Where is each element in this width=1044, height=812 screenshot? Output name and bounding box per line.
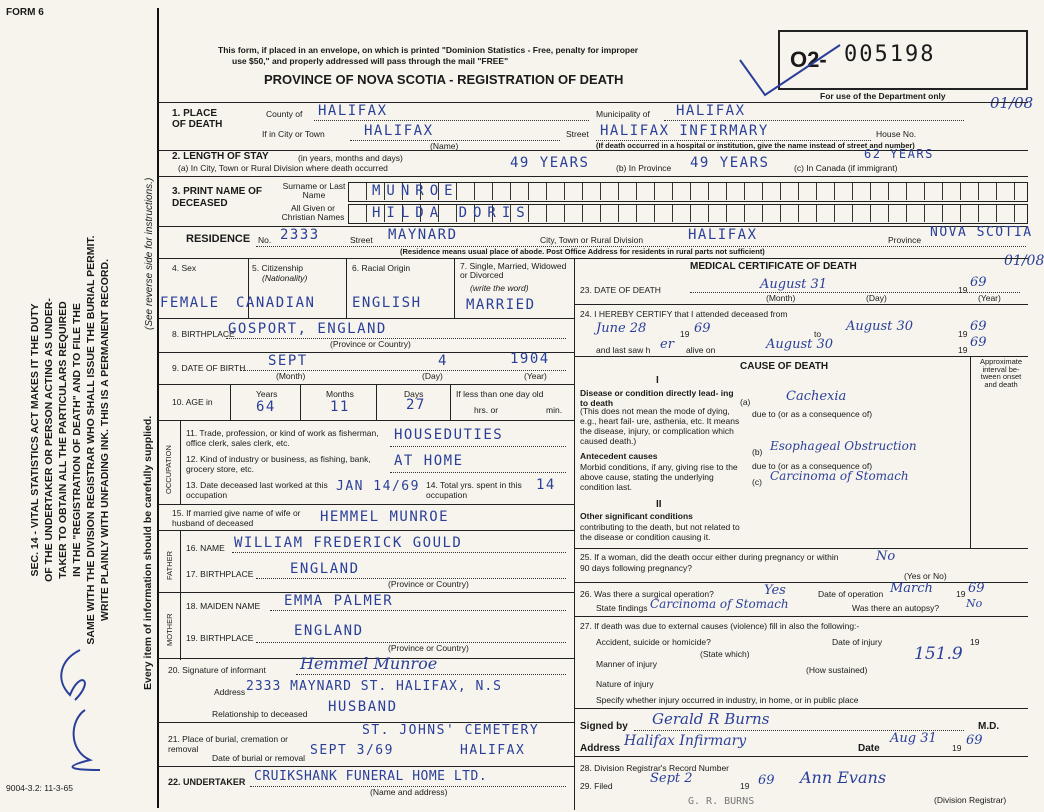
letter-cell (618, 183, 619, 200)
residence-no: 2333 (280, 227, 320, 243)
burial-place: ST. JOHNS' CEMETERY (362, 723, 540, 738)
letter-cell (510, 183, 511, 200)
letter-cell (996, 183, 997, 200)
letter-cell (744, 205, 745, 222)
citizenship-label: 5. Citizenship (252, 263, 304, 273)
dod-year: 69 (970, 275, 987, 290)
citizenship-value: CANADIAN (236, 295, 316, 311)
attended-to: August 30 (846, 319, 914, 334)
signed-year: 69 (966, 733, 983, 748)
years-label: Years (256, 389, 278, 399)
burial-place-label: 21. Place of burial, cremation or removal (168, 734, 289, 754)
other-conditions-note: contributing to the death, but not related to the disease or condition causing it. (580, 522, 740, 542)
father-name: WILLIAM FREDERICK GOULD (234, 535, 463, 551)
letter-cell (834, 205, 835, 222)
length-of-stay-label: 2. LENGTH OF STAY (172, 151, 269, 162)
letter-cell (492, 183, 493, 200)
signed-date: Aug 31 (890, 731, 937, 746)
mother-vertical-label: MOTHER (165, 613, 174, 646)
letter-cell (564, 183, 565, 200)
municipality-value: HALIFAX (676, 103, 746, 119)
alive-label: alive on (686, 345, 716, 355)
dob-year: 1904 (510, 351, 550, 367)
state-note: (State which) (700, 649, 750, 659)
total-yrs-value: 14 (536, 477, 556, 493)
side-notice-line: IN THE "REGISTRATION OF DEATH" AND TO FILE THE (71, 303, 83, 577)
letter-cell (726, 183, 727, 200)
rule (296, 674, 566, 675)
county-label: County of (266, 109, 303, 119)
municipality-label: Municipality of (596, 109, 650, 119)
mail-note-2: use $50," and properly addressed will pass through the mail "FREE" (232, 56, 509, 66)
rule (574, 756, 1028, 757)
injury-date-label: Date of injury (832, 637, 883, 647)
rule (574, 304, 1028, 305)
to-label: to (814, 329, 822, 339)
letter-cell (654, 183, 655, 200)
mother-maiden-label: 18. MAIDEN NAME (186, 601, 261, 611)
letter-cell (600, 183, 601, 200)
mother-maiden: EMMA PALMER (284, 593, 394, 609)
registrar-note: (Division Registrar) (934, 795, 1007, 805)
trade-label: 11. Trade, profession, or kind of work as fisherman, office clerk, sales clerk, etc. (186, 428, 379, 448)
cause-c: Carcinoma of Stomach (770, 469, 909, 483)
industry-value: AT HOME (394, 453, 464, 469)
sex-value: FEMALE (160, 295, 220, 311)
print-code: 9004-3.2: 11-3-65 (6, 783, 73, 793)
form-label: FORM 6 (6, 7, 44, 18)
side-notice-line: OF THE UNDERTAKER OR PERSON ACTING AS UNDER- (43, 298, 55, 582)
letter-cell (924, 183, 925, 200)
burial-date-label: Date of burial or removal (212, 753, 306, 763)
age-days: 27 (406, 397, 426, 413)
rule (158, 530, 574, 531)
letter-cell (924, 205, 925, 222)
letter-cell (672, 183, 673, 200)
industry-injury-label: Specify whether injury occurred in industry, in home, or in public place (596, 695, 859, 705)
dod-century: 19 (958, 285, 968, 295)
letter-cell (636, 205, 637, 222)
rule (158, 176, 1028, 177)
certify-label: 24. I HEREBY CERTIFY that I attended deceased from (580, 309, 788, 319)
letter-cell (600, 205, 601, 222)
signed-by-label: Signed by (580, 721, 628, 732)
physician-signature: Gerald R Burns (652, 710, 770, 728)
letter-cell (366, 205, 367, 222)
letter-cell (870, 183, 871, 200)
alive-on: August 30 (766, 337, 834, 352)
marital-note: (write the word) (470, 283, 529, 293)
days-label: Days (404, 389, 424, 399)
trade-value: HOUSEDUTIES (394, 427, 504, 443)
rule (450, 384, 451, 420)
letter-cell (942, 205, 943, 222)
letter-cell (636, 183, 637, 200)
letter-cell (654, 205, 655, 222)
racial-label: 6. Racial Origin (352, 263, 411, 273)
roman-one: I (656, 375, 659, 386)
relationship-label: Relationship to deceased (212, 709, 308, 719)
letter-cell (528, 183, 529, 200)
surgery-answer: Yes (764, 583, 786, 598)
filed-century: 19 (740, 781, 750, 791)
residence-city: HALIFAX (688, 227, 758, 243)
date-of-death-label: 23. DATE OF DEATH (580, 285, 661, 295)
cause-a: Cachexia (786, 389, 847, 404)
woman-answer: No (876, 549, 896, 564)
burial-city: HALIFAX (460, 743, 526, 758)
rule (346, 258, 347, 318)
antecedent-label: Antecedent causes (580, 451, 658, 461)
last-saw-pronoun: er (660, 337, 674, 352)
house-label: House No. (876, 129, 917, 139)
marital-label: 7. Single, Married, Widowed or Divorced (460, 261, 567, 280)
letter-cell (690, 205, 691, 222)
letter-cell (888, 183, 889, 200)
alive-year: 69 (970, 335, 987, 350)
father-name-label: 16. NAME (186, 543, 225, 553)
rule (574, 708, 1028, 709)
side-notice-line: WRITE PLAINLY WITH UNFADING INK. THIS IS A PERMANENT RECORD. (99, 258, 111, 622)
stay-a-value: 49 YEARS (510, 155, 590, 171)
date-of-death: August 31 (760, 277, 828, 292)
mother-birthplace: ENGLAND (294, 623, 364, 639)
medical-header: MEDICAL CERTIFICATE OF DEATH (690, 261, 857, 272)
cert-number: 005198 (844, 42, 936, 67)
rule (574, 548, 1028, 549)
rule (158, 420, 574, 421)
cause-c-label: (c) (752, 477, 762, 487)
spouse-label: 15. If married give name of wife or husband of deceased (172, 508, 301, 528)
rule (158, 504, 574, 505)
father-vertical-label: FATHER (165, 550, 174, 580)
rule (158, 766, 574, 767)
rule (314, 120, 589, 121)
dept-code: 01/08 (990, 94, 1034, 112)
informant-address: 2333 MAYNARD ST. HALIFAX, N.S (246, 679, 502, 694)
due-to-a: due to (or as a consequence of) (752, 409, 873, 419)
industry-label: 12. Kind of industry or business, as fishing, bank, grocery store, etc. (186, 454, 371, 474)
length-of-stay-sub: (in years, months and days) (298, 153, 403, 163)
city-value: HALIFAX (364, 123, 434, 139)
total-yrs-label: 14. Total yrs. spent in this occupation (426, 480, 522, 500)
letter-cell (870, 205, 871, 222)
operation-century: 19 (956, 589, 966, 599)
cause-b-label: (b) (752, 447, 763, 457)
from-year: 69 (694, 321, 711, 336)
letter-cell (564, 205, 565, 222)
letter-cell (1014, 205, 1015, 222)
rule (158, 258, 1028, 259)
surname-value: MUNROE (372, 183, 459, 199)
operation-date: March (890, 581, 933, 596)
rule (232, 552, 566, 553)
letter-cell (798, 205, 799, 222)
rule (454, 258, 455, 318)
undertaker-label: 22. UNDERTAKER (168, 777, 246, 787)
operation-year: 69 (968, 581, 985, 596)
interval-label: Approximate interval be- tween onset and death (979, 357, 1023, 389)
initials-mark (40, 640, 110, 780)
surname-label: Surname or Last Name (282, 181, 346, 200)
residence-province: NOVA SCOTIA (930, 225, 1033, 240)
relationship-value: HUSBAND (328, 699, 398, 715)
mother-birthplace-label: 19. BIRTHPLACE (186, 633, 254, 643)
rule (158, 318, 574, 319)
accident-label: Accident, suicide or homicide? (596, 637, 711, 647)
stay-c-label: (c) In Canada (if immigrant) (794, 163, 898, 173)
side-notice (28, 190, 112, 690)
filed-year: 69 (758, 773, 775, 788)
signed-date-label: Date (858, 743, 880, 754)
dob-month: SEPT (268, 353, 308, 369)
place-of-death-label: 1. PLACE OF DEATH (172, 108, 223, 130)
letter-cell (816, 183, 817, 200)
day-note: (Day) (422, 371, 443, 381)
undertaker-name: CRUIKSHANK FUNERAL HOME LTD. (254, 769, 488, 784)
dept-use-note: For use of the Department only (820, 91, 946, 101)
letter-cell (690, 183, 691, 200)
rule (180, 530, 181, 660)
autopsy-value: No (966, 597, 983, 610)
letter-cell (852, 205, 853, 222)
name-note: (Name) (430, 141, 459, 151)
letter-cell (708, 183, 709, 200)
cause-a-label: (a) (740, 397, 751, 407)
given-label: All Given or Christian Names (281, 203, 345, 222)
letter-cell (618, 205, 619, 222)
surgery-label: 26. Was there a surgical operation? (580, 589, 714, 599)
father-birthplace-note: (Province or Country) (388, 579, 469, 589)
father-birthplace: ENGLAND (290, 561, 360, 577)
letter-cell (708, 205, 709, 222)
birthplace-value: GOSPORT, ENGLAND (228, 321, 387, 337)
signed-century: 19 (952, 743, 962, 753)
marital-value: MARRIED (466, 297, 536, 313)
letter-cell (366, 183, 367, 200)
age-label: 10. AGE in (172, 397, 213, 407)
rule (390, 472, 566, 473)
letter-cell (1014, 183, 1015, 200)
side-notice-line: TAKER TO OBTAIN ALL THE PARTICULARS REQUIRED (57, 301, 69, 579)
stay-b-value: 49 YEARS (690, 155, 770, 171)
manner-label: Manner of injury (596, 659, 657, 669)
letter-cell (780, 183, 781, 200)
street-label: Street (566, 129, 589, 139)
burial-date: SEPT 3/69 (310, 743, 394, 758)
residence-code: 01/08 (1004, 253, 1044, 269)
letter-cell (582, 183, 583, 200)
stay-a-label: (a) In City, Town or Rural Division where death occurred (178, 163, 388, 173)
birthplace-note: (Province or Country) (330, 339, 411, 349)
residence-note: (Residence means usual place of abode. Post Office Address for residents in rural parts not sufficient) (400, 247, 765, 256)
rule (230, 384, 231, 420)
citizenship-note: (Nationality) (262, 273, 308, 283)
cause-header: CAUSE OF DEATH (740, 361, 829, 372)
cert-prefix: O2- (790, 47, 827, 72)
letter-cell (852, 183, 853, 200)
letter-cell (546, 183, 547, 200)
rule (390, 446, 566, 447)
nature-label: Nature of injury (596, 679, 654, 689)
father-birthplace-label: 17. BIRTHPLACE (186, 569, 254, 579)
side-instructions-2-text: (See reverse side for instructions.) (144, 177, 155, 330)
letter-cell (960, 205, 961, 222)
letter-cell (762, 205, 763, 222)
informant-address-label: Address (214, 687, 246, 697)
letter-cell (582, 205, 583, 222)
margin-rule (157, 8, 159, 808)
rule (300, 384, 301, 420)
cause-code: 151.9 (914, 644, 963, 664)
mother-birthplace-note: (Province or Country) (388, 643, 469, 653)
hospital-note: (If death occurred in a hospital or institution, give the name instead of street and number) (596, 141, 915, 150)
letter-cell (942, 183, 943, 200)
letter-cell (906, 183, 907, 200)
month-note: (Month) (276, 371, 306, 381)
rule (574, 356, 1028, 357)
side-notice-line: SEC. 14 - VITAL STATISTICS ACT MAKES IT THE DUTY (29, 303, 41, 577)
residence-street: MAYNARD (388, 227, 458, 243)
informant-sig-label: 20. Signature of informant (168, 665, 266, 675)
last-worked-label: 13. Date deceased last worked at this occupation (186, 480, 328, 500)
given-value: HILDA DORIS (372, 205, 531, 221)
registrar-signature: Ann Evans (800, 768, 887, 787)
antecedent-note: Morbid conditions, if any, giving rise to the above cause, stating the underlying condition last. (580, 462, 738, 492)
residence-province-label: Province (888, 235, 922, 245)
letter-cell (978, 205, 979, 222)
residence-no-label: No. (258, 235, 272, 245)
letter-cell (816, 205, 817, 222)
letter-cell (546, 205, 547, 222)
side-instructions-2 (143, 130, 156, 330)
residence-street-label: Street (350, 235, 373, 245)
due-to-b: due to (or as a consequence of) (752, 461, 873, 471)
injury-century: 19 (970, 637, 980, 647)
stay-b-label: (b) In Province (616, 163, 672, 173)
dod-day-note: (Day) (866, 293, 887, 303)
stay-c-value: 62 YEARS (864, 147, 934, 161)
record-number-label: 28. Division Registrar's Record Number (580, 763, 730, 773)
birthplace-label: 8. BIRTHPLACE (172, 329, 235, 339)
last-saw-label: and last saw h (596, 345, 651, 355)
street-value: HALIFAX INFIRMARY (600, 123, 769, 139)
alive-century: 19 (958, 345, 968, 355)
woman-question: 25. If a woman, did the death occur either during pregnancy or within 90 days following pregnancy? (580, 552, 839, 573)
letter-cell (474, 183, 475, 200)
letter-cell (780, 205, 781, 222)
direct-cause-label: Disease or condition directly lead- ing to death (580, 388, 734, 408)
form-title: PROVINCE OF NOVA SCOTIA - REGISTRATION OF DEATH (264, 72, 624, 87)
findings-value: Carcinoma of Stomach (650, 597, 789, 611)
rule (270, 610, 566, 611)
attended-from: June 28 (596, 321, 647, 336)
dod-month-note: (Month) (766, 293, 796, 303)
less-than-day: If less than one day old (456, 389, 544, 399)
to-year: 69 (970, 319, 987, 334)
letter-cell (744, 183, 745, 200)
letter-cell (672, 205, 673, 222)
dod-year-note: (Year) (978, 293, 1001, 303)
min-label: min. (546, 405, 563, 415)
letter-cell (960, 183, 961, 200)
other-conditions-label: Other significant conditions (580, 511, 693, 521)
rule (158, 102, 1028, 103)
signed-address-label: Address (580, 743, 621, 754)
months-label: Months (326, 389, 354, 399)
mail-note-1: This form, if placed in an envelope, on which is printed "Dominion Statistics - Free, penalty for improper (218, 45, 639, 55)
filed-label: 29. Filed (580, 781, 613, 791)
dob-label: 9. DATE OF BIRTH (172, 363, 246, 373)
undertaker-note: (Name and address) (370, 787, 448, 797)
direct-cause-note: (This does not mean the mode of dying, e.g., heart fail- ure, asthenia, etc. It means the disease, injury, or complication which caused death.) (580, 406, 740, 446)
side-instructions-text: Every item of information should be carefully supplied. (142, 415, 154, 690)
letter-cell (762, 183, 763, 200)
racial-value: ENGLISH (352, 295, 422, 311)
column-divider (574, 258, 575, 810)
city-label: If in City or Town (262, 129, 325, 139)
letter-cell (996, 205, 997, 222)
autopsy-label: Was there an autopsy? (852, 603, 940, 613)
rule (574, 616, 1028, 617)
letter-cell (726, 205, 727, 222)
from-century: 19 (680, 329, 690, 339)
rule (690, 292, 1020, 293)
filed-date: Sept 2 (650, 771, 693, 786)
findings-label: State findings (596, 603, 648, 613)
to-century: 19 (958, 329, 968, 339)
operation-date-label: Date of operation (818, 589, 884, 599)
letter-cell (978, 183, 979, 200)
rule (158, 384, 574, 385)
rule (970, 356, 971, 548)
occupation-vertical-label: OCCUPATION (164, 445, 173, 494)
rule (376, 384, 377, 420)
year-note: (Year) (524, 371, 547, 381)
typed-registrar-name: G. R. BURNS (688, 796, 755, 807)
external-label: 27. If death was due to external causes (violence) fill in also the following:- (580, 621, 860, 631)
cause-b: Esophageal Obstruction (770, 439, 917, 453)
how-note: (How sustained) (806, 665, 868, 675)
rule (574, 582, 1028, 583)
rule (664, 120, 964, 121)
informant-signature: Hemmel Munroe (300, 654, 438, 673)
woman-note: (Yes or No) (904, 571, 947, 581)
age-months: 11 (330, 399, 350, 415)
roman-two: II (656, 499, 662, 510)
hrs-label: hrs. or (474, 405, 499, 415)
last-worked-value: JAN 14/69 (336, 479, 420, 494)
rule (180, 420, 181, 504)
residence-label: RESIDENCE (186, 233, 251, 245)
county-value: HALIFAX (318, 103, 388, 119)
signed-address: Halifax Infirmary (624, 733, 747, 749)
residence-city-label: City, Town or Rural Division (540, 235, 644, 245)
letter-cell (888, 205, 889, 222)
sex-label: 4. Sex (172, 263, 197, 273)
side-notice-line: SAME WITH THE DIVISION REGISTRAR WHO SHALL ISSUE THE BURIAL PERMIT. (85, 235, 97, 645)
letter-cell (798, 183, 799, 200)
print-name-label: 3. PRINT NAME OF DECEASED (172, 186, 263, 209)
letter-cell (906, 205, 907, 222)
spouse-value: HEMMEL MUNROE (320, 509, 450, 525)
md-label: M.D. (978, 721, 1000, 732)
dob-day: 4 (438, 353, 448, 369)
letter-cell (834, 183, 835, 200)
age-years: 64 (256, 399, 276, 415)
